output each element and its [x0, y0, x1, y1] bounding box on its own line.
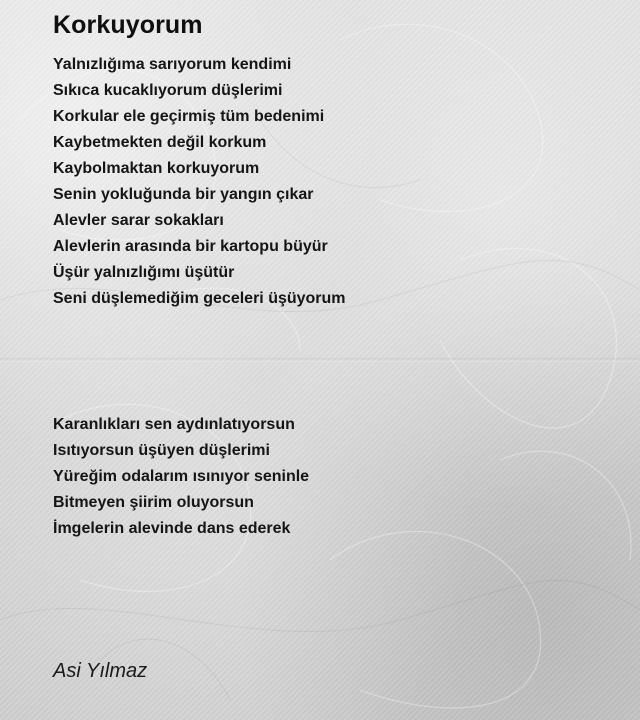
poem-line: Alevlerin arasında bir kartopu büyür: [53, 238, 328, 255]
poem-title: Korkuyorum: [53, 11, 203, 39]
poem-line: İmgelerin alevinde dans ederek: [53, 520, 291, 537]
poem-line: Karanlıkları sen aydınlatıyorsun: [53, 416, 295, 433]
poem-line: Sıkıca kucaklıyorum düşlerimi: [53, 82, 283, 99]
section-divider: [0, 358, 640, 362]
poem-line: Seni düşlemediğim geceleri üşüyorum: [53, 290, 346, 307]
stanza-2: [53, 412, 309, 542]
poem-line: Kaybolmaktan korkuyorum: [53, 160, 260, 177]
poem-line: Senin yokluğunda bir yangın çıkar: [53, 186, 314, 203]
poem-line: Kaybetmekten değil korkum: [53, 134, 267, 151]
poem-line: Yalnızlığıma sarıyorum kendimi: [53, 56, 292, 73]
poem-line: Üşür yalnızlığımı üşütür: [53, 264, 235, 281]
poem-author: Asi Yılmaz: [53, 660, 148, 682]
poem-line: Korkular ele geçirmiş tüm bedenimi: [53, 108, 325, 125]
stanza-1: [53, 52, 346, 312]
poem-line: Yüreğim odalarım ısınıyor seninle: [53, 468, 310, 485]
poem-line: Isıtıyorsun üşüyen düşlerimi: [53, 442, 270, 459]
poem-line: Bitmeyen şiirim oluyorsun: [53, 494, 254, 511]
poem-line: Alevler sarar sokakları: [53, 212, 224, 229]
